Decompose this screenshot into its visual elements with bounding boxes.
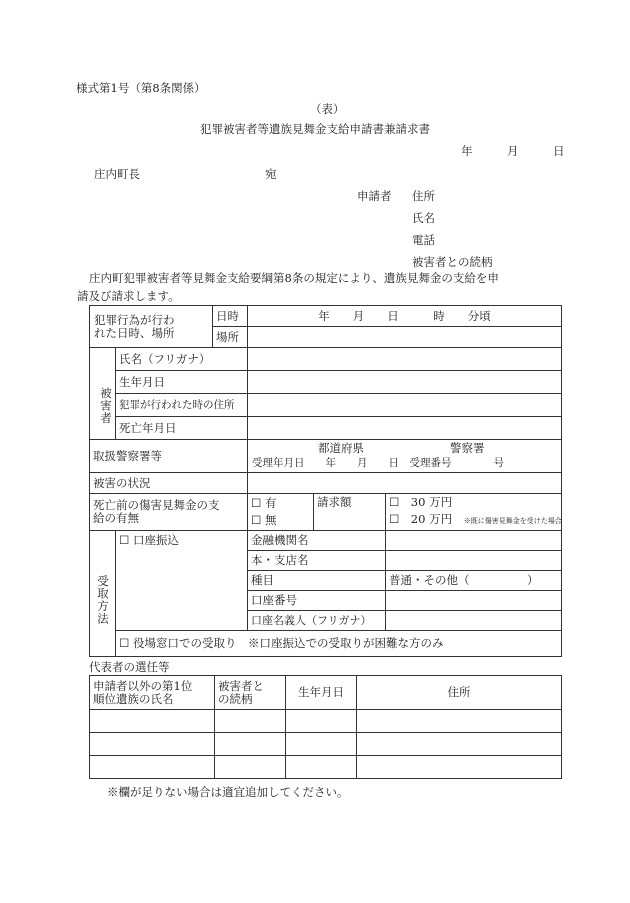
rep-name-cell[interactable] — [90, 733, 215, 756]
crime-place-value[interactable] — [248, 327, 562, 348]
rep-name-cell[interactable] — [90, 710, 215, 733]
victim-birthdate-value[interactable] — [248, 371, 562, 394]
table-row — [90, 733, 562, 756]
rep-relation-cell[interactable] — [215, 733, 286, 756]
form-number: 様式第1号（第8条関係） — [76, 81, 206, 95]
allowance-label-line-2: 給の有無 — [93, 511, 139, 525]
document-title: 犯罪被害者等遺族見舞金支給申請書兼請求書 — [200, 122, 430, 136]
damage-label: 被害の状況 — [90, 473, 248, 494]
branch-name-label: 本・支店名 — [248, 551, 386, 571]
claim-amount-options[interactable] — [386, 494, 562, 531]
receipt-group-label: 受取方法 — [90, 531, 116, 657]
intro-line-2: 請及び請求します。 — [77, 289, 180, 303]
honorific: 宛 — [265, 167, 277, 181]
police-station: 警察署 — [450, 441, 485, 455]
account-holder-label: 口座名義人（フリガナ） — [248, 611, 386, 631]
representative-section-title: 代表者の選任等 — [89, 660, 170, 674]
applicant-relation-label[interactable]: 被害者との続柄 — [412, 255, 493, 269]
rep-birthdate-cell[interactable] — [286, 733, 357, 756]
victim-name-value[interactable] — [248, 348, 562, 371]
crime-label — [90, 306, 213, 348]
account-type-value[interactable]: 普通・その他（ ） — [386, 571, 562, 591]
rep-relation-cell[interactable] — [215, 710, 286, 733]
date-line[interactable]: 年 月 日 — [461, 144, 565, 158]
crime-label-line-1: 犯罪行為が行わ — [94, 312, 175, 327]
victim-birthdate-label: 生年月日 — [116, 371, 248, 394]
amount-20-checkbox[interactable]: ☐ 20 万円 — [389, 512, 453, 526]
crime-label-line-2: れた日時、場所 — [94, 325, 175, 340]
allowance-yes-checkbox[interactable]: ☐ 有 — [251, 496, 277, 510]
rep-birthdate-cell[interactable] — [286, 710, 357, 733]
rep-col-name-line-1: 申請者以外の第1位 — [93, 678, 193, 693]
side-label: （表） — [310, 102, 345, 116]
claim-label: 請求額 — [314, 494, 386, 531]
victim-death-date-value[interactable] — [248, 417, 562, 440]
addressee: 庄内町長 — [94, 167, 140, 181]
rep-col-relation-line-2: の続柄 — [218, 691, 253, 706]
footnote: ※欄が足りない場合は適宜追加してください。 — [107, 785, 349, 799]
bank-transfer-option[interactable]: ☐ 口座振込 — [116, 531, 248, 631]
rep-name-cell[interactable] — [90, 756, 215, 779]
allowance-label — [90, 494, 248, 531]
rep-address-cell[interactable] — [357, 710, 562, 733]
victim-name-label: 氏名（フリガナ） — [116, 348, 248, 371]
applicant-address-label[interactable]: 住所 — [412, 189, 435, 203]
rep-col-name-line-2: 順位遺族の氏名 — [93, 691, 174, 706]
rep-address-cell[interactable] — [357, 756, 562, 779]
table-row — [90, 756, 562, 779]
table-row — [90, 710, 562, 733]
damage-value[interactable] — [248, 473, 562, 494]
police-receipt-line: 受理年月日 年 月 日 受理番号 号 — [252, 457, 504, 469]
victim-address-value[interactable] — [248, 394, 562, 417]
account-number-label: 口座番号 — [248, 591, 386, 611]
applicant-name-label[interactable]: 氏名 — [412, 211, 435, 225]
representative-table — [89, 675, 562, 779]
rep-col-birthdate-header: 生年月日 — [286, 676, 357, 710]
rep-relation-cell[interactable] — [215, 756, 286, 779]
rep-col-relation-header — [215, 676, 286, 710]
amount-20-row — [389, 511, 562, 530]
allowance-options[interactable] — [248, 494, 314, 531]
rep-col-name-header — [90, 676, 215, 710]
allowance-label-line-1: 死亡前の傷害見舞金の支 — [93, 498, 220, 512]
police-prefecture: 都道府県 — [318, 441, 364, 455]
rep-col-address-header: 住所 — [357, 676, 562, 710]
counter-pickup-option[interactable]: ☐ 役場窓口での受取り ※口座振込での受取りが困難な方のみ — [116, 631, 562, 657]
crime-place-label: 場所 — [213, 327, 248, 348]
amount-20-note: ※既に傷害見舞金を受けた場合 — [463, 517, 562, 525]
victim-group-label: 被害者 — [90, 348, 116, 440]
victim-address-label: 犯罪が行われた時の住所 — [116, 394, 248, 417]
account-type-label: 種目 — [248, 571, 386, 591]
rep-address-cell[interactable] — [357, 733, 562, 756]
bank-name-label: 金融機関名 — [248, 531, 386, 551]
branch-name-value[interactable] — [386, 551, 562, 571]
applicant-phone-label[interactable]: 電話 — [412, 233, 435, 247]
victim-death-date-label: 死亡年月日 — [116, 417, 248, 440]
account-holder-value[interactable] — [386, 611, 562, 631]
account-number-value[interactable] — [386, 591, 562, 611]
rep-birthdate-cell[interactable] — [286, 756, 357, 779]
applicant-label: 申請者 — [357, 189, 392, 203]
crime-datetime-value[interactable]: 年 月 日 時 分頃 — [248, 306, 562, 327]
crime-datetime-label: 日時 — [213, 306, 248, 327]
rep-col-relation-line-1: 被害者と — [218, 678, 264, 693]
intro-line-1: 庄内町犯罪被害者等見舞金支給要綱第8条の規定により、遺族見舞金の支給を申 — [89, 271, 499, 285]
bank-name-value[interactable] — [386, 531, 562, 551]
police-value[interactable] — [248, 440, 562, 473]
police-label: 取扱警察署等 — [90, 440, 248, 473]
allowance-no-checkbox[interactable]: ☐ 無 — [251, 513, 277, 527]
amount-30-checkbox[interactable]: ☐ 30 万円 — [389, 495, 453, 509]
main-form-table — [89, 305, 562, 657]
